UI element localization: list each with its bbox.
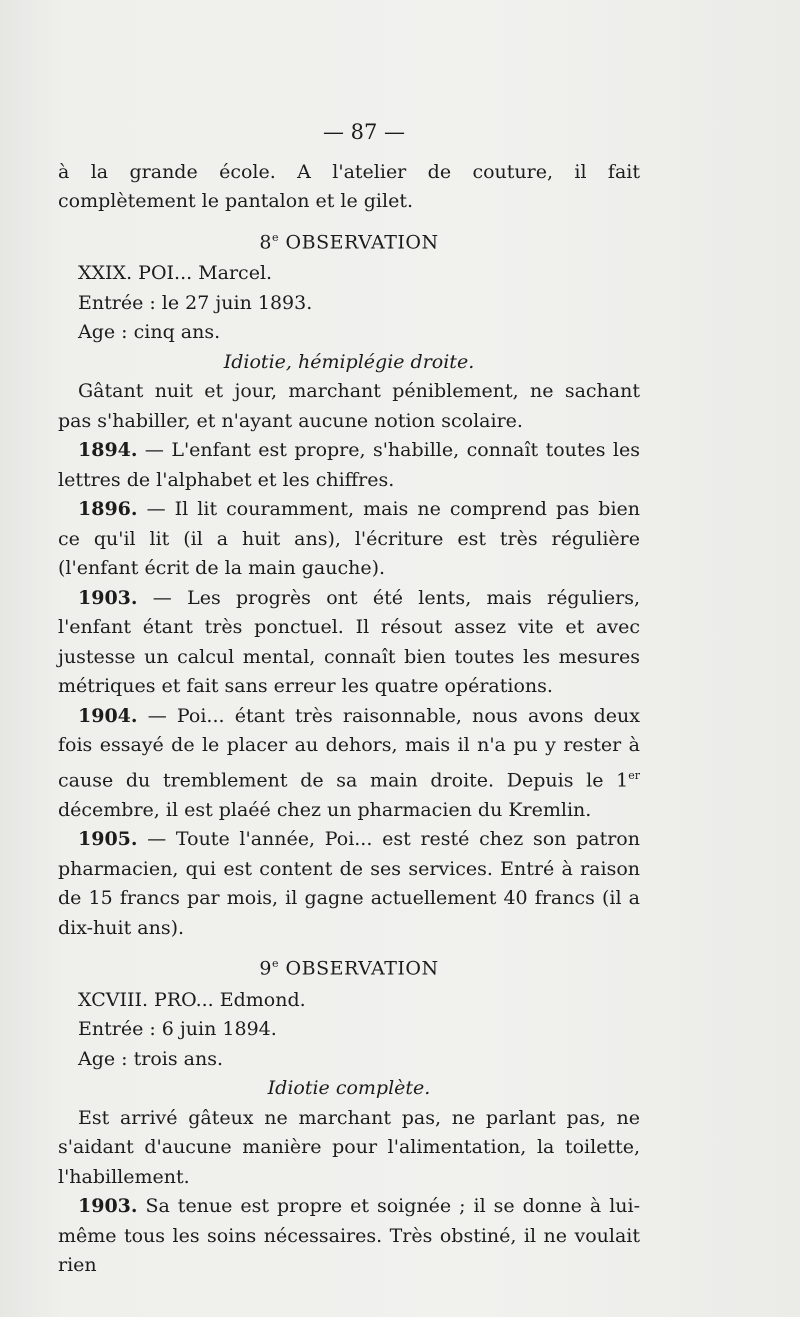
patient-age: Age : trois ans. <box>78 1047 223 1070</box>
diagnosis: Idiotie, hémiplégie droite. <box>223 350 475 373</box>
intro-paragraph: Gâtant nuit et jour, marchant péniblement, ne sachant pas s'habiller, et n'ayant aucune notion scolaire. <box>58 380 640 432</box>
entry-1896: 1896. — Il lit couramment, mais ne comprend pas bien ce qu'il lit (il a huit ans), l'écriture est très régulière (l'enfant écrit de la main gauche). <box>58 498 641 580</box>
continuation-paragraph: à la grande école. A l'atelier de couture, il fait complètement le pantalon et le gilet. <box>58 160 640 212</box>
entry-date: Entrée : 6 juin 1894. <box>78 1018 277 1041</box>
entry-1903: 1903. — Les progrès ont été lents, mais réguliers, l'enfant étant très ponctuel. Il résout assez vite et avec justesse un calcul mental, connaît bien toutes les mesures métriques et fait sans erreur les quatre opérations. <box>58 586 640 698</box>
observation-9-heading: 9e OBSERVATION <box>259 957 439 980</box>
observation-8-heading: 8e OBSERVATION <box>259 230 439 253</box>
patient-name: XXIX. POI... Marcel. <box>78 262 273 285</box>
patient-name: XCVIII. PRO... Edmond. <box>78 988 306 1011</box>
entry-date: Entrée : le 27 juin 1893. <box>78 291 313 314</box>
diagnosis: Idiotie complète. <box>267 1077 431 1100</box>
intro-paragraph: Est arrivé gâteux ne marchant pas, ne parlant pas, ne s'aidant d'aucune manière pour l'alimentation, la toilette, l'habillement. <box>58 1106 640 1188</box>
entry-1894: 1894. — L'enfant est propre, s'habille, connaît toutes les lettres de l'alphabet et les chiffres. <box>58 439 640 491</box>
entry-1904: 1904. — Poi... étant très raisonnable, nous avons deux fois essayé de le placer au dehors, mais il n'a pu y rester à cause du tremblement de sa main droite. Depuis le 1er décembre, il est plaéé chez un pharmacien du Kremlin. <box>58 704 640 821</box>
page-text <box>58 118 640 1281</box>
entry-1903: 1903. Sa tenue est propre et soignée ; il se donne à lui-même tous les soins nécessaires. Très obstiné, il ne voulait rien <box>58 1195 641 1277</box>
entry-1905: 1905. — Toute l'année, Poi... est resté chez son patron pharmacien, qui est content de ses services. Entré à raison de 15 francs par mois, il gagne actuellement 40 francs (il a dix-huit ans). <box>58 828 640 939</box>
page-number: — 87 — <box>322 120 406 144</box>
patient-age: Age : cinq ans. <box>78 321 221 344</box>
